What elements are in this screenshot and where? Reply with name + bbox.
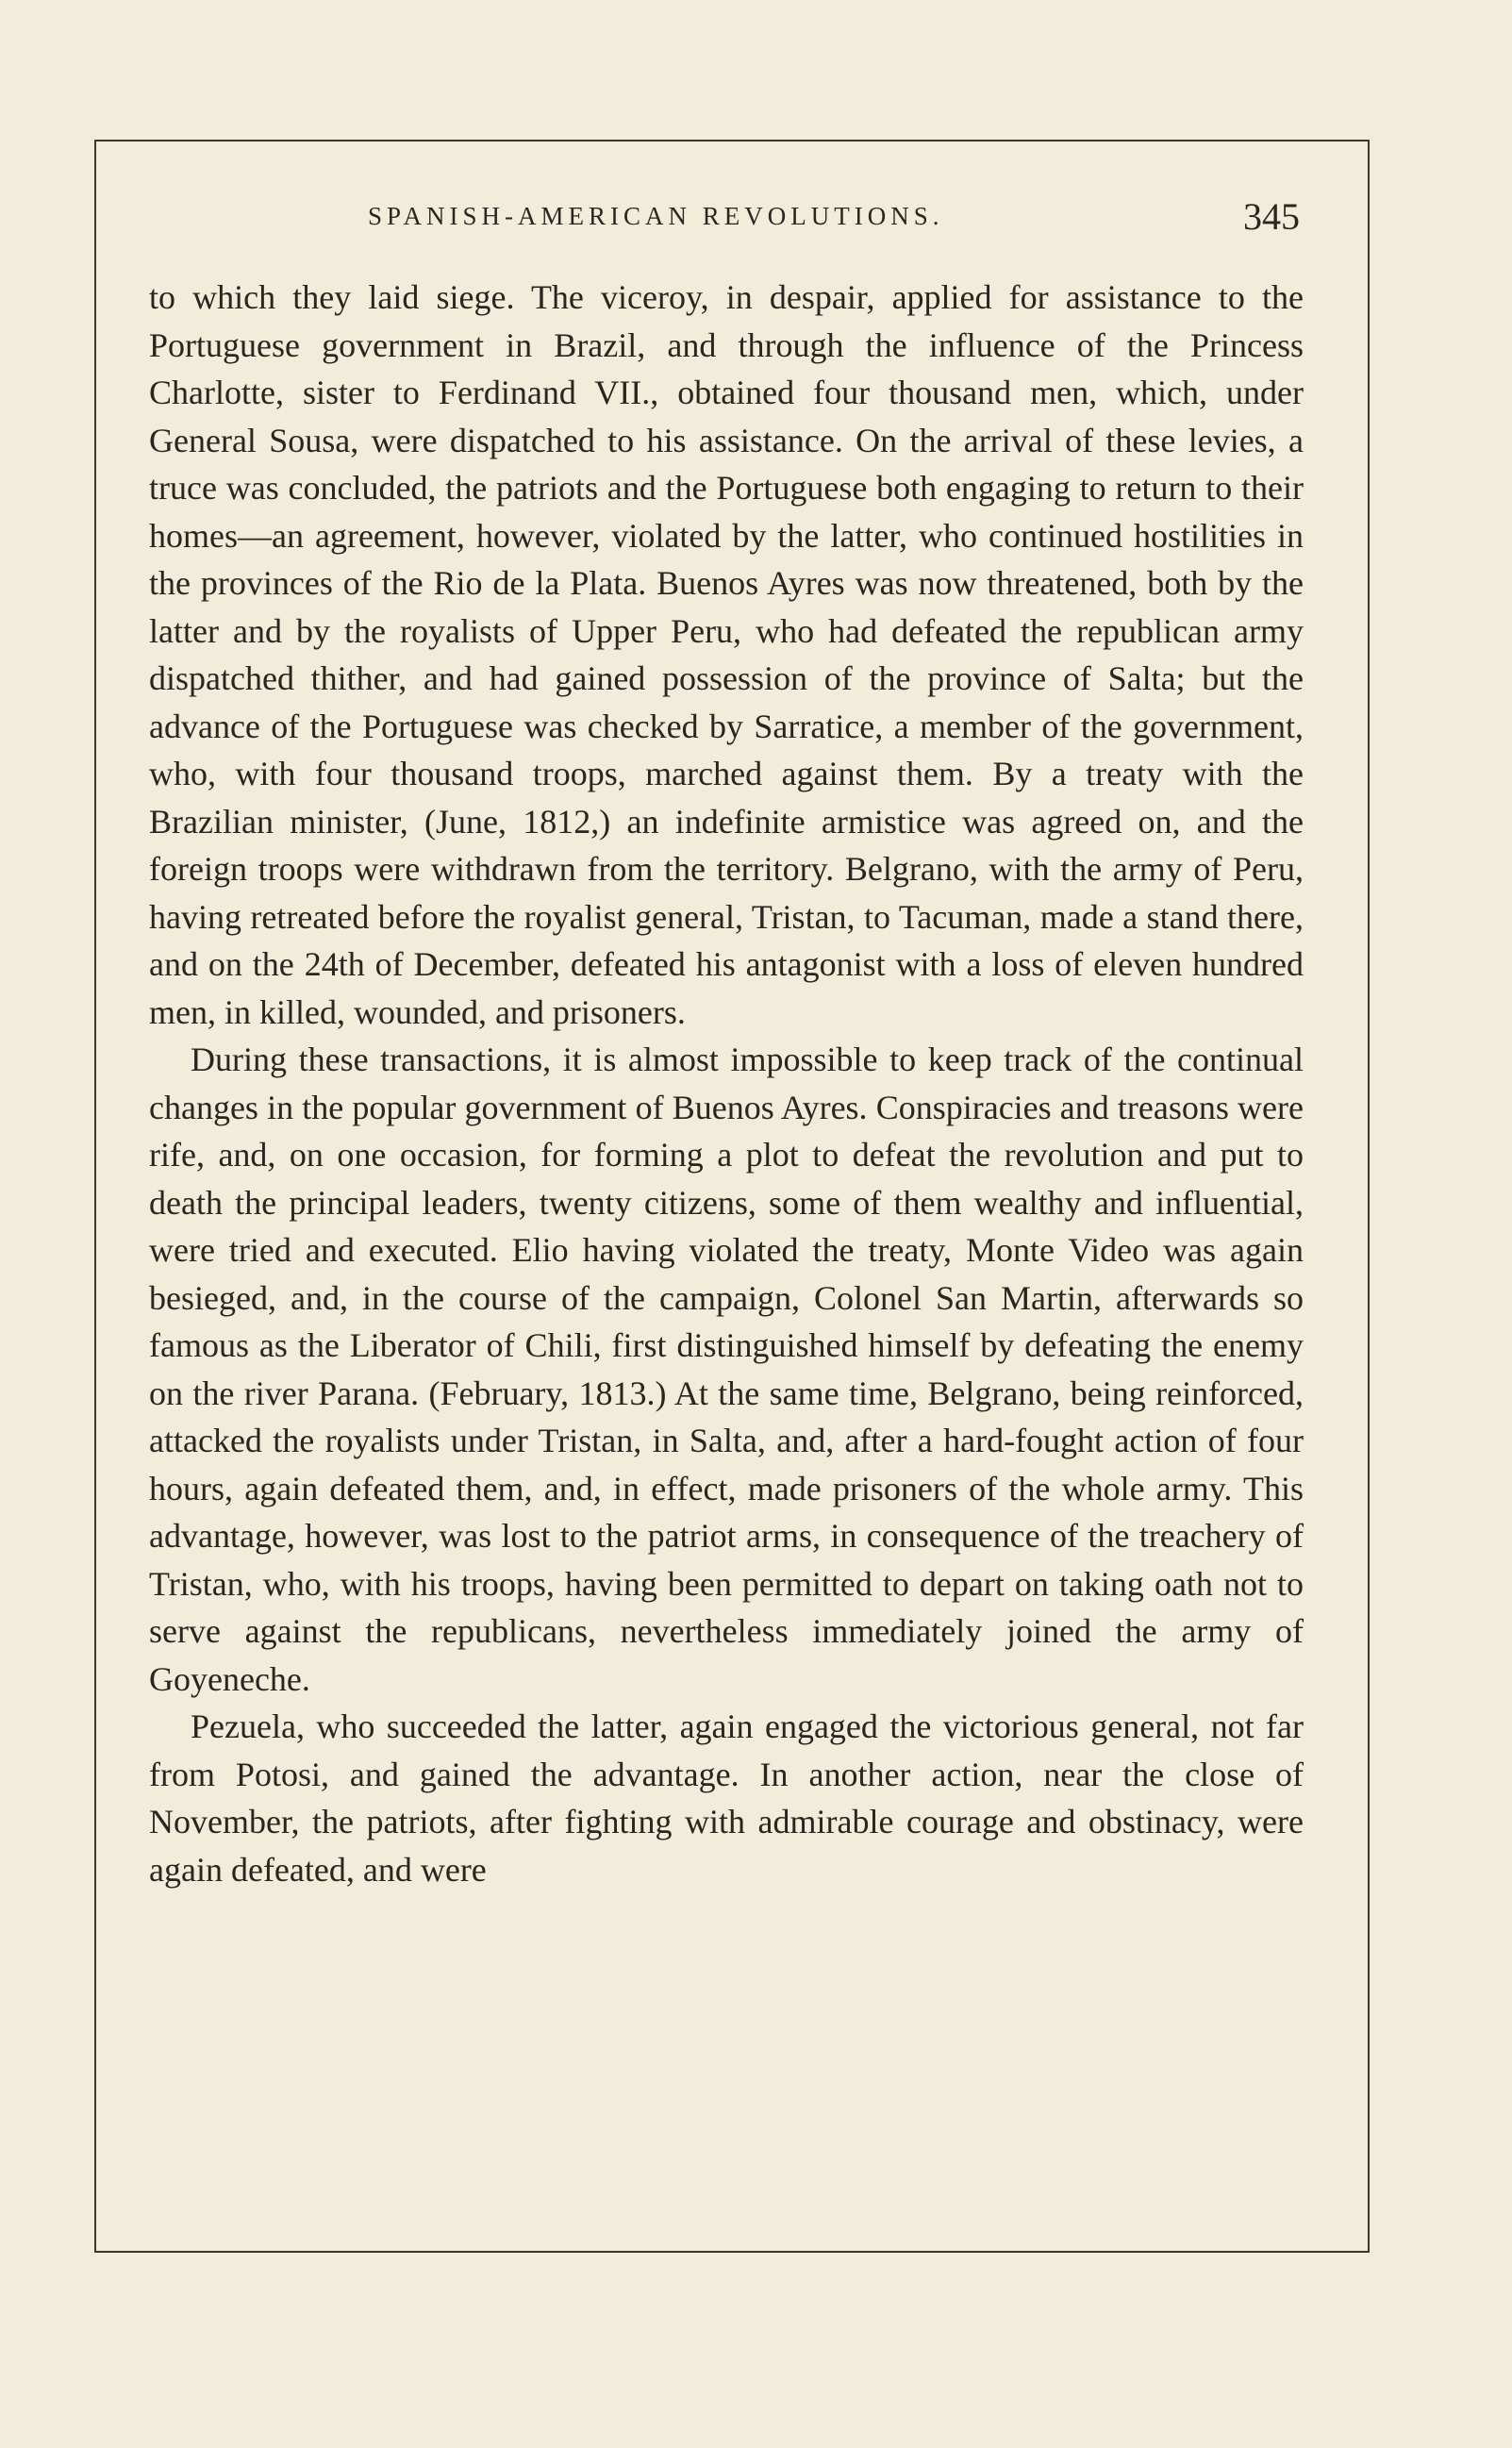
paragraph: During these transactions, it is almost impossible to keep track of the continual changes in the popular government of Buenos Ayres. Conspiracies and treasons were rife, and, on one occasion, for forming a plot to defeat the revolution and put to death the principal leaders, twenty citizens, some of them wealthy and influential, were tried and executed. Elio having violated the treaty, Monte Video was again besieged, and, in the course of the campaign, Colonel San Martin, afterwards so famous as the Liberator of Chili, first distinguished himself by defeating the enemy on the river Parana. (February, 1813.) At the same time, Belgrano, being reinforced, attacked the royalists under Tristan, in Salta, and, after a hard-fought action of four hours, again defeated them, and, in effect, made prisoners of the whole army. This advantage, however, was lost to the patriot arms, in consequence of the treachery of Tristan, who, with his troops, having been permitted to depart on taking oath not to serve against the republicans, nevertheless immediately joined the army of Goyeneche. <box>149 1041 1304 1698</box>
paragraph: Pezuela, who succeeded the latter, again engaged the victorious general, not far from Potosi, and gained the advantage. In another action, near the close of November, the patriots, after fighting with admirable courage and obstinacy, were again defeated, and were <box>149 1707 1304 1889</box>
running-head: SPANISH-AMERICAN REVOLUTIONS. <box>368 202 944 230</box>
paragraph: to which they laid siege. The viceroy, in despair, applied for assistance to the Portuguese government in Brazil, and through the influence of the Princess Charlotte, sister to Ferdinand VII., obtained four thousand men, which, under General Sousa, were dispatched to his assistance. On the arrival of these levies, a truce was concluded, the patriots and the Portuguese both engaging to return to their homes—an agreement, however, violated by the latter, who continued hostilities in the provinces of the Rio de la Plata. Buenos Ayres was now threatened, both by the latter and by the royalists of Upper Peru, who had defeated the republican army dispatched thither, and had gained possession of the province of Salta; but the advance of the Portuguese was checked by Sarratice, a member of the government, who, with four thousand troops, marched against them. By a treaty with the Brazilian minister, (June, 1812,) an indefinite armistice was agreed on, and the foreign troops were withdrawn from the territory. Belgrano, with the army of Peru, having retreated before the royalist general, Tristan, to Tacuman, made a stand there, and on the 24th of December, defeated his antagonist with a loss of eleven hundred men, in killed, wounded, and prisoners. <box>149 278 1304 1031</box>
page-header <box>151 194 1309 251</box>
body-text <box>149 274 1304 1893</box>
page-number: 345 <box>1243 195 1300 238</box>
